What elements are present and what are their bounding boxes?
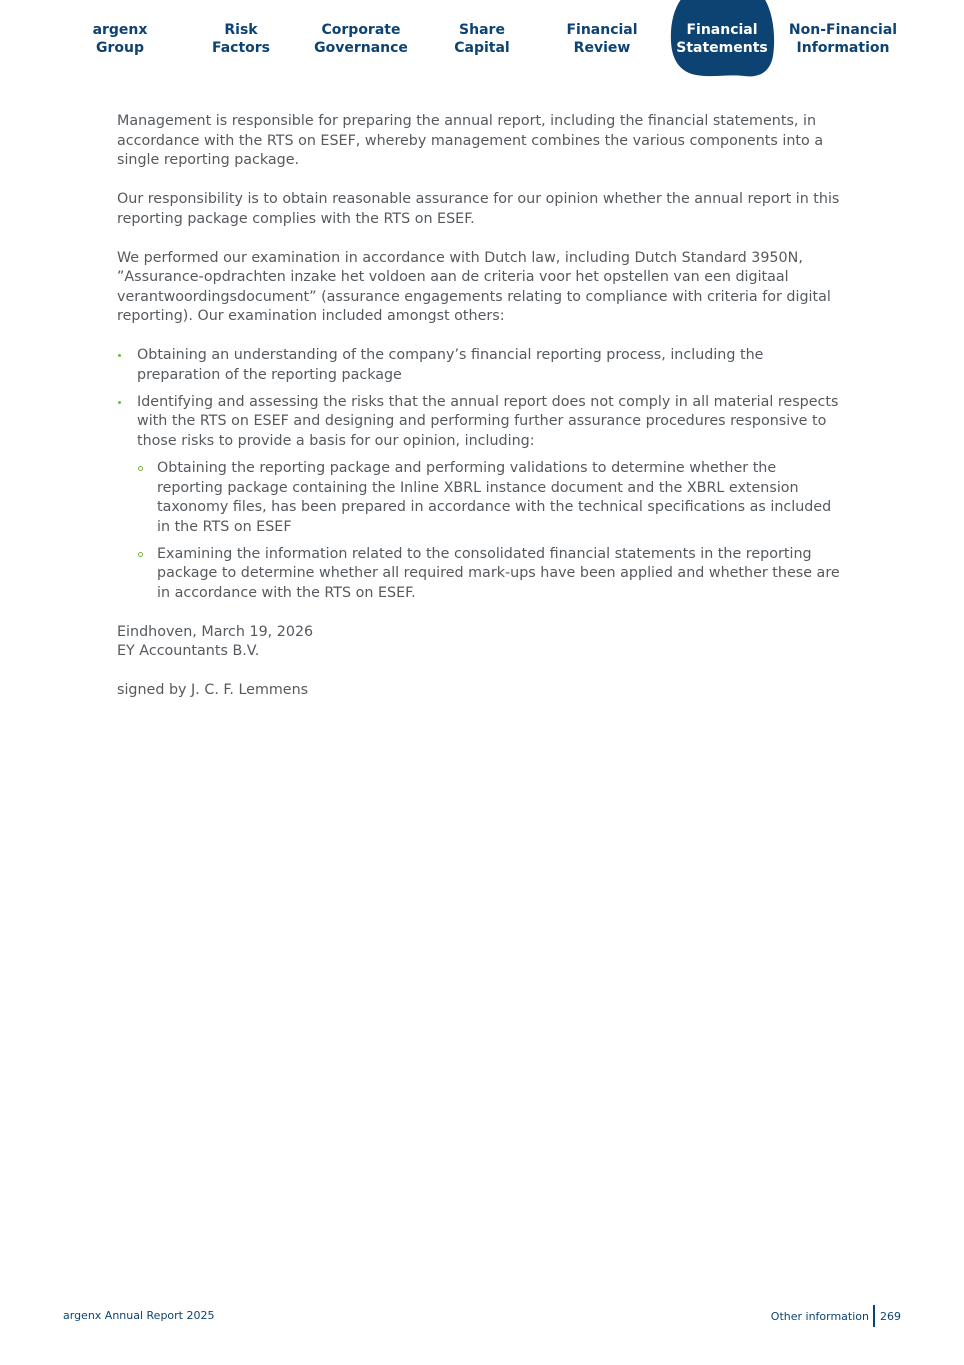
sub-list-item: Examining the information related to the consolidated financial statements in the reporting package to determine whether all required mark-ups have been applied and whether these are in accordance with the RTS on ESEF. (137, 545, 845, 604)
nav-share-capital[interactable]: Share Capital (454, 22, 510, 56)
list-item: Obtaining an understanding of the company’s financial reporting process, including the preparation of the reporting package (117, 346, 845, 385)
sub-list-item: Obtaining the reporting package and performing validations to determine whether the reporting package containing the Inline XBRL instance document and the XBRL extension taxonomy files, has been prepared in accordance with the technical specifications as included in the RTS on ESEF (137, 459, 845, 537)
nav-argenx-group[interactable]: argenx Group (92, 22, 148, 56)
nav-financial-statements[interactable]: Financial Statements (676, 22, 768, 56)
examination-list (117, 346, 845, 603)
main-content (117, 112, 845, 720)
nav-corporate-governance[interactable]: Corporate Governance (314, 22, 408, 56)
signature-line: signed by J. C. F. Lemmens (117, 682, 309, 698)
footer-divider (873, 1305, 875, 1327)
section-name: Other information (770, 1309, 869, 1323)
signature-block (117, 623, 845, 662)
nav-risk-factors[interactable]: Risk Factors (211, 22, 271, 56)
paragraph-our-responsibility: Our responsibility is to obtain reasonable assurance for our opinion whether the annual report in this reporting package complies with the RTS on ESEF. (117, 191, 840, 227)
nav-financial-review[interactable]: Financial Review (566, 22, 638, 56)
report-title: argenx Annual Report 2025 (63, 1309, 215, 1322)
sub-list (137, 459, 845, 603)
footer-right (771, 1305, 901, 1327)
page-number: 269 (880, 1309, 901, 1323)
list-item: Identifying and assessing the risks that the annual report does not comply in all material respects with the RTS on ESEF and designing and performing further assurance procedures responsive to those risks to provide a basis for our opinion, including: Obtaining the reporting package and performing validations to determine whether the reporting package containing the Inline XBRL instance document and the XBRL extension taxonomy files, has been prepared in accordance with the technical specifications as included in the RTS on ESEF Examining the information related to the consolidated financial statements in the reporting package to determine whether all required mark-ups have been applied and whether these are in accordance with the RTS on ESEF. (117, 393, 845, 604)
section-navigation (60, 0, 904, 80)
firm-name: EY Accountants B.V. (117, 643, 260, 659)
paragraph-management-responsibility: Management is responsible for preparing the annual report, including the financial statements, in accordance with the RTS on ESEF, whereby management combines the various components into a single reporting package. (117, 113, 824, 168)
place-date: Eindhoven, March 19, 2026 (117, 623, 314, 640)
nav-non-financial-information[interactable]: Non-Financial Information (788, 22, 898, 56)
paragraph-examination: We performed our examination in accordance with Dutch law, including Dutch Standard 3950N, ”Assurance-opdrachten inzake het voldoen aan de criteria voor het opstellen van een digitaal verantwoordingsdocument” (assurance engagements relating to compliance with criteria for digital reporting). Our examination included amongst others: (117, 249, 831, 324)
